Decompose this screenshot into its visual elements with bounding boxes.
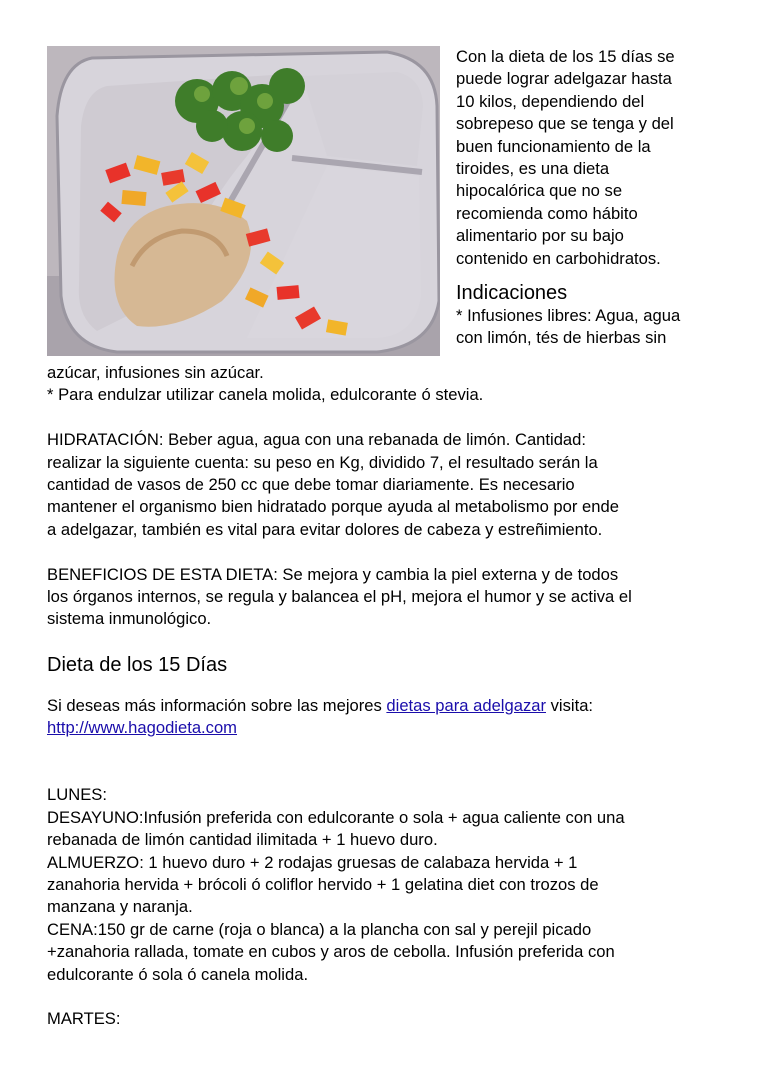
- hagodieta-url-link[interactable]: http://www.hagodieta.com: [47, 718, 238, 738]
- food-photo: [47, 46, 440, 356]
- indicaciones-line: * Infusiones libres: Agua, agua: [456, 306, 681, 326]
- hidratacion-line: realizar la siguiente cuenta: su peso en Kg, dividido 7, el resultado serán la: [47, 452, 598, 472]
- intro-line: Con la dieta de los 15 días se: [456, 47, 675, 66]
- beneficios-line: los órganos internos, se regula y balancea el pH, mejora el humor y se activa el: [47, 587, 632, 607]
- menu-line: edulcorante ó sola ó canela molida.: [47, 964, 309, 984]
- day-label-martes: MARTES:: [47, 1009, 121, 1029]
- menu-line: DESAYUNO:Infusión preferida con edulcorante o sola + agua caliente con una: [47, 807, 625, 827]
- beneficios-line: BENEFICIOS DE ESTA DIETA: Se mejora y cambia la piel externa y de todos: [47, 564, 619, 584]
- main-text: [47, 362, 737, 1031]
- intro-line: puede lograr adelgazar hasta: [456, 69, 672, 89]
- info-line: [47, 695, 737, 717]
- indicaciones-line: azúcar, infusiones sin azúcar.: [47, 363, 264, 382]
- intro-line: sobrepeso que se tenga y del: [456, 114, 674, 134]
- intro-line: tiroides, es una dieta: [456, 159, 610, 179]
- menu-line: zanahoria hervida + brócoli ó coliflor hervido + 1 gelatina diet con trozos de: [47, 875, 599, 895]
- menu-line: +zanahoria rallada, tomate en cubos y aros de cebolla. Infusión preferida con: [47, 942, 615, 962]
- dietas-link[interactable]: dietas para adelgazar: [386, 695, 546, 715]
- intro-column: [456, 46, 756, 350]
- intro-line: alimentario por su bajo: [456, 226, 624, 246]
- food-container-illustration: [47, 46, 440, 356]
- day-label-lunes: LUNES:: [47, 785, 107, 805]
- menu-line: CENA:150 gr de carne (roja o blanca) a la plancha con sal y perejil picado: [47, 919, 592, 939]
- intro-line: 10 kilos, dependiendo del: [456, 91, 645, 111]
- indicaciones-heading: Indicaciones: [456, 282, 568, 305]
- hidratacion-line: cantidad de vasos de 250 cc que debe tomar diariamente. Es necesario: [47, 475, 575, 495]
- menu-line: rebanada de limón cantidad ilimitada + 1 huevo duro.: [47, 830, 438, 850]
- intro-line: buen funcionamiento de la: [456, 136, 651, 156]
- menu-line: ALMUERZO: 1 huevo duro + 2 rodajas gruesas de calabaza hervida + 1: [47, 852, 578, 872]
- beneficios-line: sistema inmunológico.: [47, 609, 212, 629]
- info-suffix: visita:: [546, 695, 594, 715]
- intro-line: hipocalórica que no se: [456, 181, 623, 201]
- indicaciones-line: * Para endulzar utilizar canela molida, edulcorante ó stevia.: [47, 385, 484, 405]
- hidratacion-line: mantener el organismo bien hidratado porque ayuda al metabolismo por ende: [47, 497, 619, 517]
- hidratacion-line: HIDRATACIÓN: Beber agua, agua con una rebanada de limón. Cantidad:: [47, 430, 586, 450]
- intro-line: recomienda como hábito: [456, 203, 638, 223]
- menu-line: manzana y naranja.: [47, 897, 193, 917]
- hidratacion-line: a adelgazar, también es vital para evitar dolores de cabeza y estreñimiento.: [47, 519, 603, 539]
- section-title: Dieta de los 15 Días: [47, 653, 228, 676]
- indicaciones-line: con limón, tés de hierbas sin: [456, 328, 667, 348]
- info-prefix: Si deseas más información sobre las mejores: [47, 695, 387, 715]
- intro-line: contenido en carbohidratos.: [456, 248, 661, 268]
